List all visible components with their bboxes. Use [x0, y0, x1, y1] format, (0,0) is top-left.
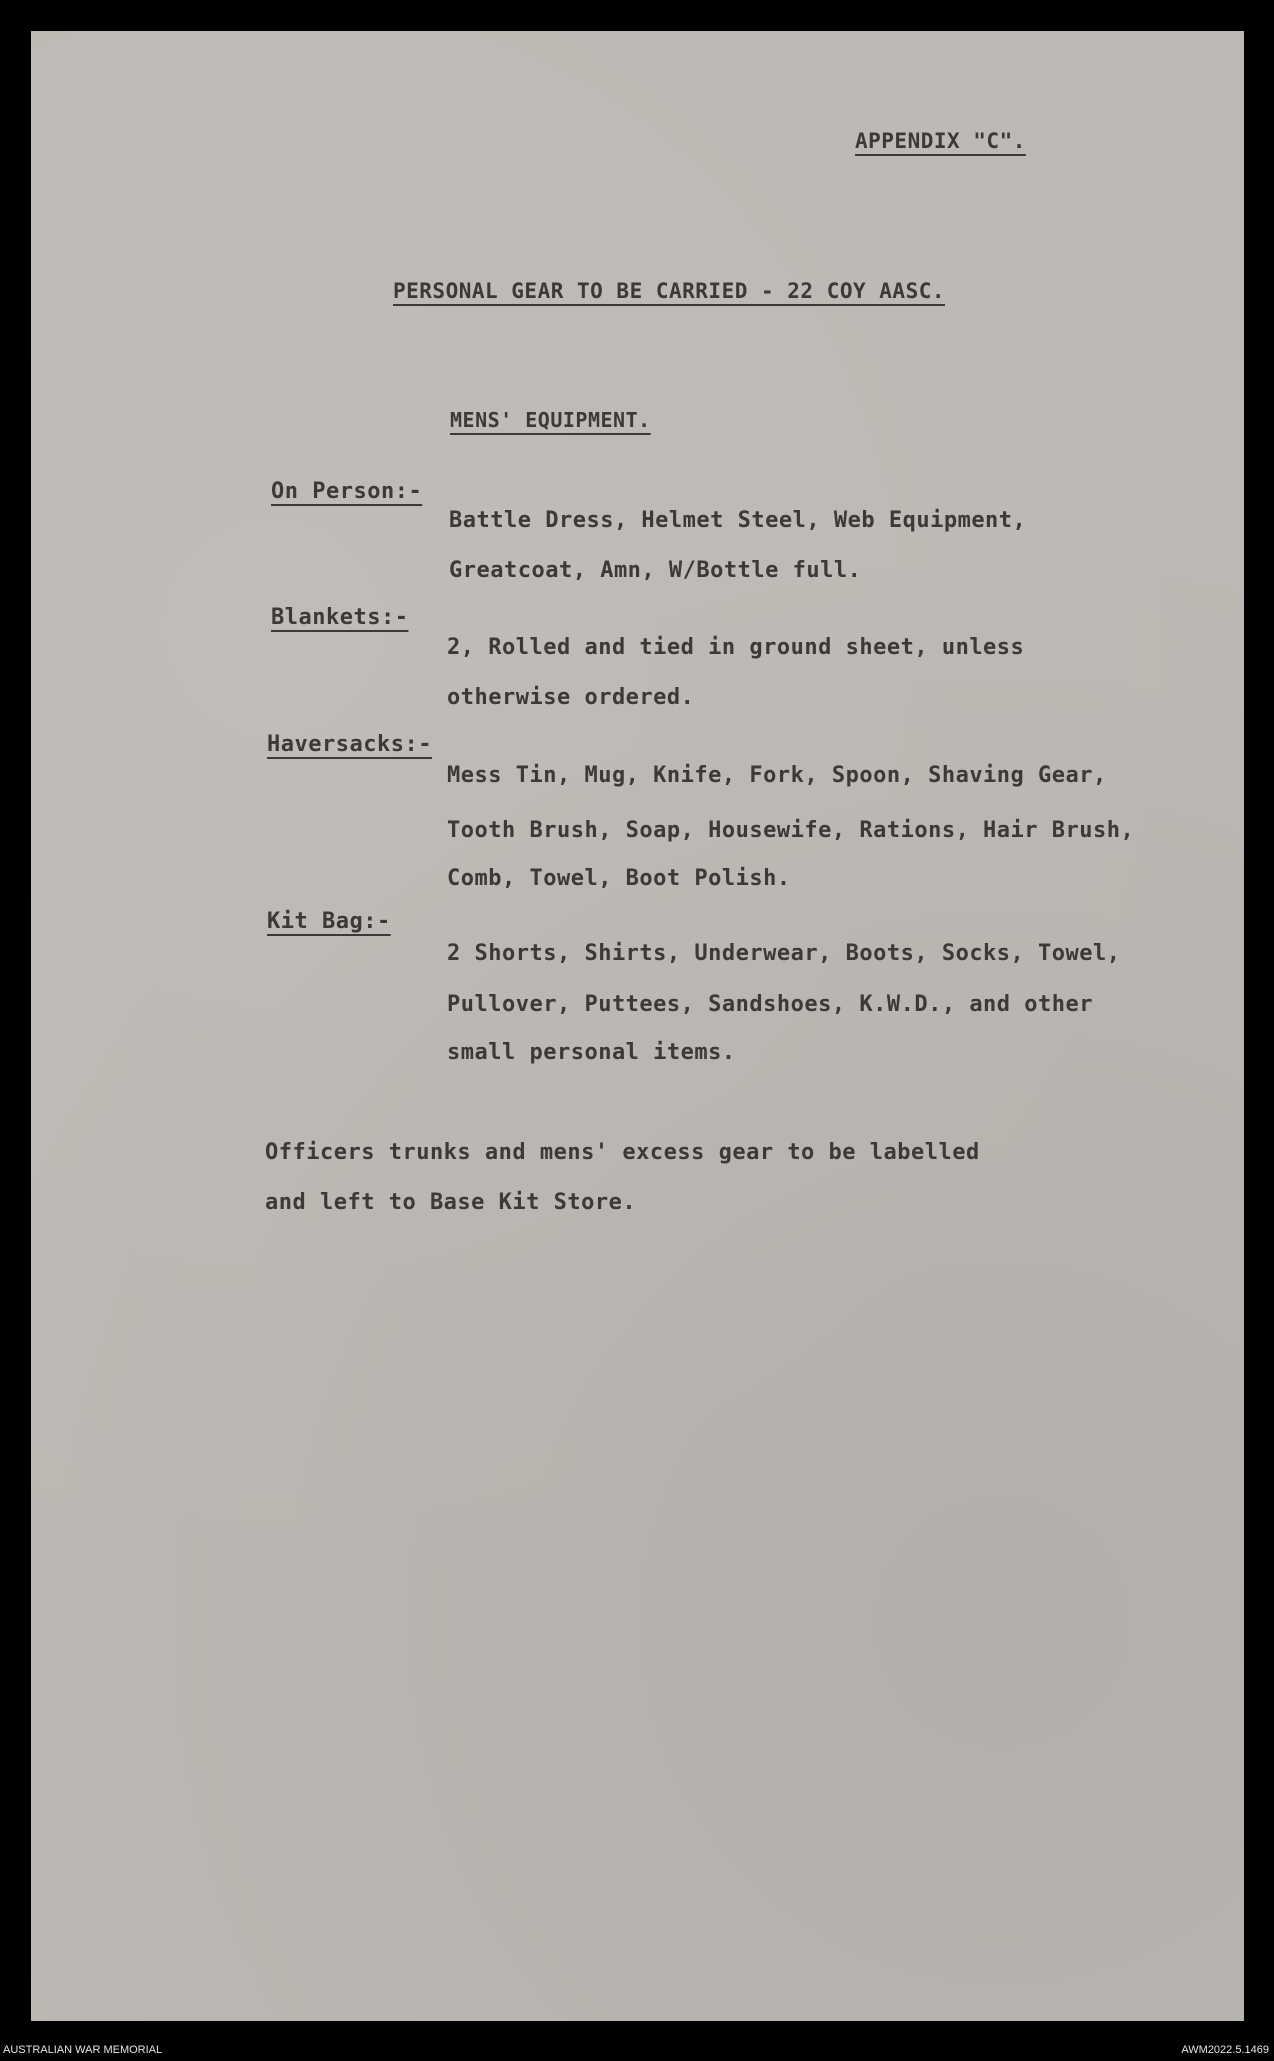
footer-credit: AUSTRALIAN WAR MEMORIAL [3, 2044, 163, 2056]
footer-reference: AWM2022.5.1469 [1181, 2044, 1269, 2056]
kit-bag-line-2: Pullover, Puttees, Sandshoes, K.W.D., and other [447, 992, 1094, 1017]
on-person-line-1: Battle Dress, Helmet Steel, Web Equipment, [449, 508, 1027, 533]
kit-bag-line-1: 2 Shorts, Shirts, Underwear, Boots, Socks, Towel, [447, 941, 1121, 966]
section-heading: MENS' EQUIPMENT. [450, 408, 651, 432]
label-haversacks: Haversacks:- [267, 732, 432, 757]
label-on-person: On Person:- [271, 479, 423, 504]
appendix-heading: APPENDIX "C". [855, 129, 1026, 153]
blankets-line-1: 2, Rolled and tied in ground sheet, unless [447, 635, 1025, 660]
note-line-1: Officers trunks and mens' excess gear to be labelled [265, 1140, 980, 1165]
blankets-line-2: otherwise ordered. [447, 685, 695, 710]
document-title: PERSONAL GEAR TO BE CARRIED - 22 COY AASC. [393, 279, 946, 303]
note-line-2: and left to Base Kit Store. [265, 1190, 637, 1215]
kit-bag-line-3: small personal items. [447, 1040, 736, 1065]
label-kit-bag: Kit Bag:- [267, 909, 391, 934]
haversacks-line-3: Comb, Towel, Boot Polish. [447, 866, 791, 891]
label-blankets: Blankets:- [271, 605, 409, 630]
document-page [31, 31, 1244, 2021]
haversacks-line-1: Mess Tin, Mug, Knife, Fork, Spoon, Shaving Gear, [447, 763, 1107, 788]
haversacks-line-2: Tooth Brush, Soap, Housewife, Rations, Hair Brush, [447, 818, 1135, 843]
on-person-line-2: Greatcoat, Amn, W/Bottle full. [449, 558, 862, 583]
